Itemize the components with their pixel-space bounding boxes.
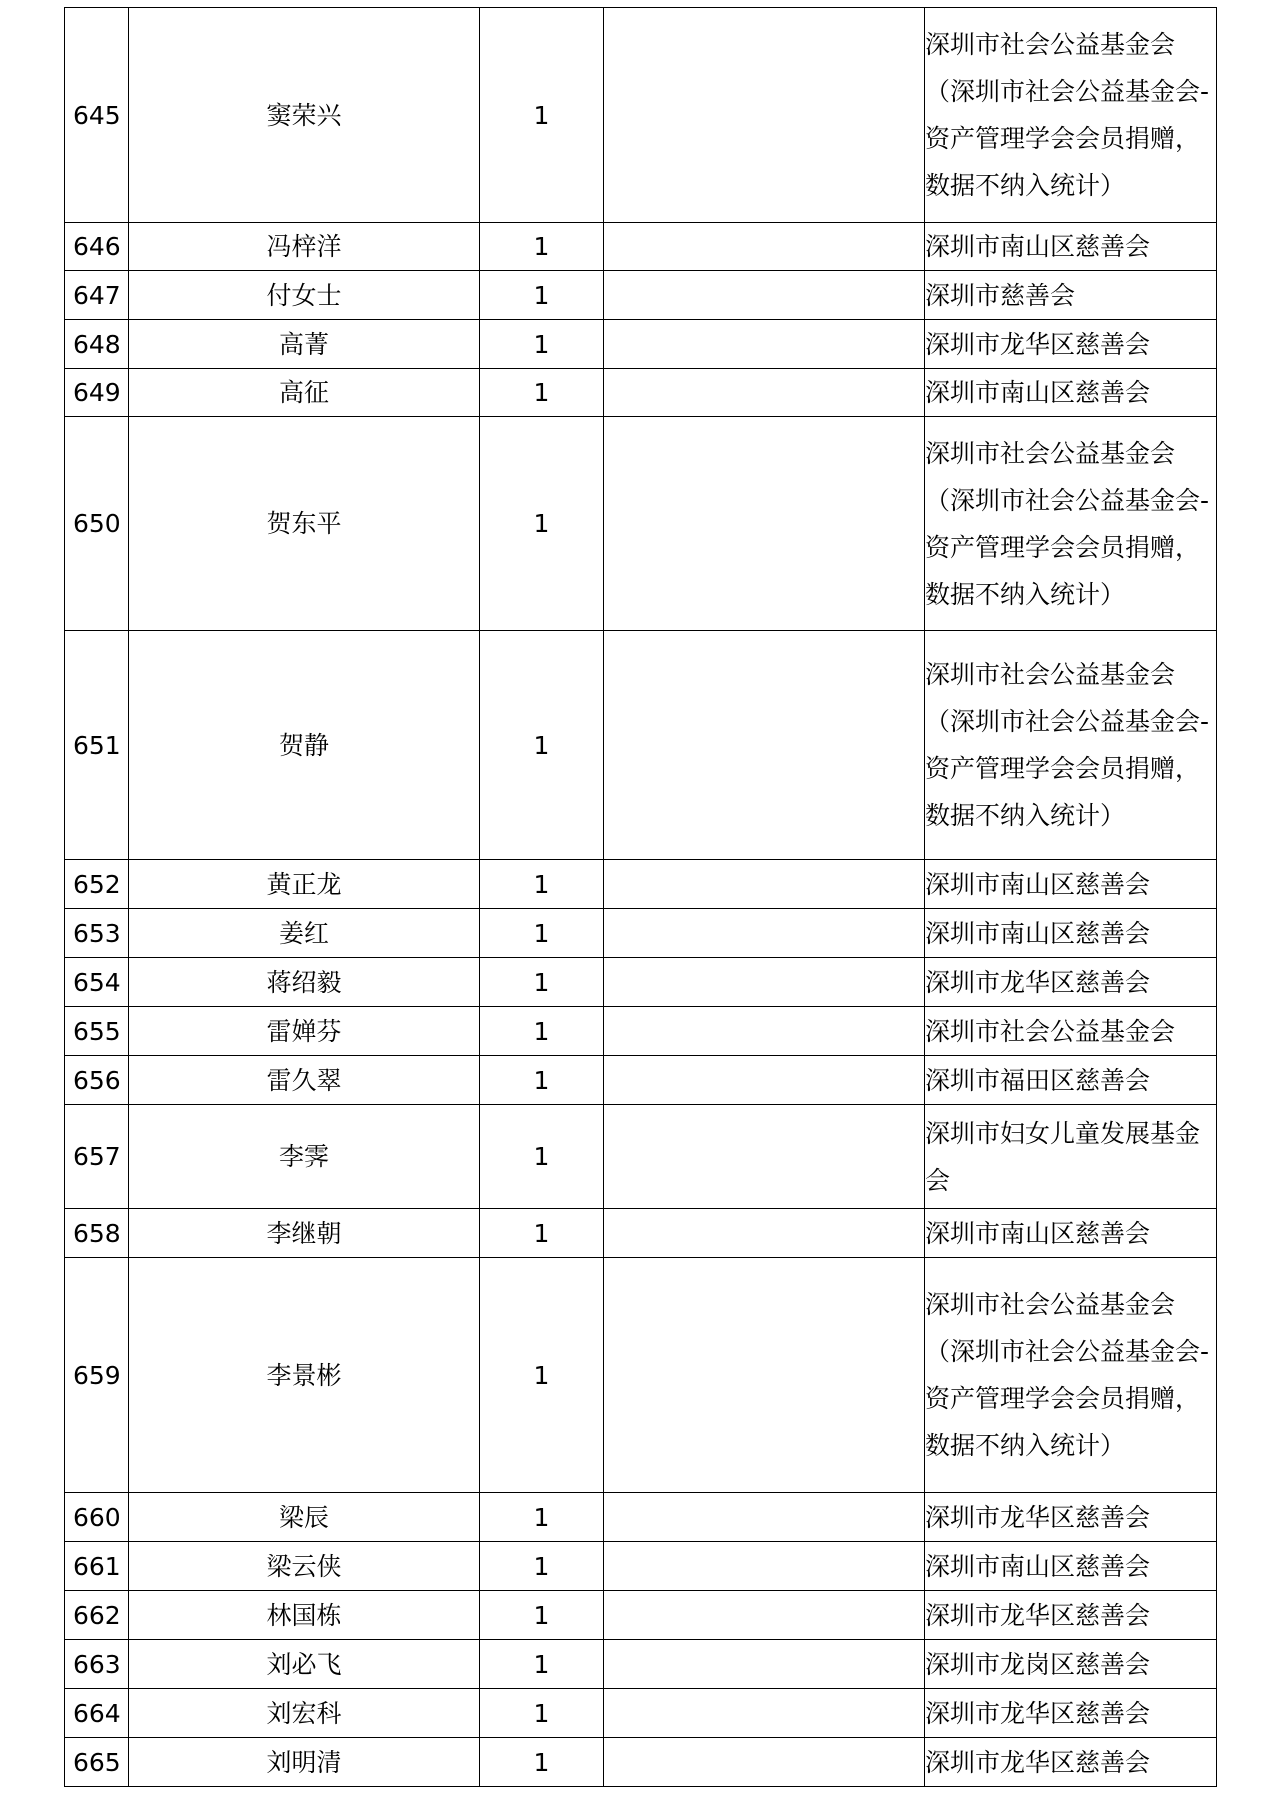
table-row <box>65 417 1217 631</box>
row-number: 646 <box>73 232 121 261</box>
blank-cell-cell <box>604 223 925 271</box>
donor-name-cell <box>129 1738 480 1787</box>
row-number: 665 <box>73 1747 121 1777</box>
organization-cell <box>925 1640 1217 1689</box>
row-number: 653 <box>73 918 121 948</box>
row-number-cell <box>65 417 129 631</box>
donor-name: 李景彬 <box>266 1360 342 1390</box>
donor-name-cell <box>129 958 480 1007</box>
organization: 深圳市龙华区慈善会 <box>925 1698 1151 1728</box>
donation-count: 1 <box>533 869 550 899</box>
donor-name: 付女士 <box>266 280 342 310</box>
row-number: 664 <box>73 1698 121 1728</box>
table-row <box>65 958 1217 1007</box>
donation-count: 1 <box>533 730 550 760</box>
donation-count-cell <box>480 860 604 909</box>
row-number: 661 <box>73 1551 121 1581</box>
donor-name: 高菁 <box>278 329 329 359</box>
donation-count: 1 <box>533 378 550 407</box>
table-row <box>65 1056 1217 1105</box>
donation-count-cell <box>480 320 604 369</box>
row-number: 654 <box>73 967 121 997</box>
table-row <box>65 1209 1217 1258</box>
donor-name-cell <box>129 1542 480 1591</box>
donation-count-cell <box>480 417 604 631</box>
donation-count: 1 <box>533 1218 550 1248</box>
donation-count-cell <box>480 1056 604 1105</box>
organization-cell <box>925 417 1217 631</box>
donation-count: 1 <box>533 100 550 130</box>
donation-count-cell <box>480 1689 604 1738</box>
row-number: 662 <box>73 1600 121 1630</box>
donation-count-cell <box>480 1542 604 1591</box>
donor-name: 梁云侠 <box>266 1551 342 1581</box>
donation-count-cell <box>480 1258 604 1493</box>
blank-cell-cell <box>604 1689 925 1738</box>
blank-cell-cell <box>604 958 925 1007</box>
donor-name-cell <box>129 1105 480 1209</box>
row-number-cell <box>65 369 129 417</box>
table-row <box>65 1493 1217 1542</box>
organization: 深圳市龙华区慈善会 <box>925 967 1151 997</box>
row-number: 650 <box>73 509 121 538</box>
donation-count: 1 <box>533 232 550 261</box>
organization-cell <box>925 223 1217 271</box>
donation-count-cell <box>480 369 604 417</box>
blank-cell-cell <box>604 860 925 909</box>
donation-count: 1 <box>533 967 550 997</box>
organization: 深圳市妇女儿童发展基金会 <box>925 1118 1201 1195</box>
organization: 深圳市社会公益基金会（深圳市社会公益基金会-资产管理学会会员捐赠，数据不纳入统计） <box>925 1290 1210 1460</box>
blank-cell-cell <box>604 631 925 860</box>
organization-cell <box>925 8 1217 223</box>
row-number-cell <box>65 223 129 271</box>
blank-cell-cell <box>604 1007 925 1056</box>
donation-count-cell <box>480 1007 604 1056</box>
organization-cell <box>925 1209 1217 1258</box>
organization-cell <box>925 1542 1217 1591</box>
table-row <box>65 320 1217 369</box>
donor-name-cell <box>129 223 480 271</box>
organization: 深圳市南山区慈善会 <box>925 378 1151 407</box>
donation-count: 1 <box>533 1551 550 1581</box>
donor-name: 贺静 <box>278 730 329 760</box>
row-number-cell <box>65 631 129 860</box>
row-number: 659 <box>73 1360 121 1390</box>
donation-count-cell <box>480 631 604 860</box>
organization-cell <box>925 1105 1217 1209</box>
table-row <box>65 1258 1217 1493</box>
donation-count: 1 <box>533 1502 550 1532</box>
donor-name: 刘明清 <box>266 1747 342 1777</box>
donation-count-cell <box>480 909 604 958</box>
row-number-cell <box>65 1007 129 1056</box>
organization: 深圳市福田区慈善会 <box>925 1065 1151 1095</box>
donor-name: 高征 <box>278 378 329 407</box>
table-row <box>65 860 1217 909</box>
organization: 深圳市龙华区慈善会 <box>925 1600 1151 1630</box>
row-number-cell <box>65 1493 129 1542</box>
table-row <box>65 909 1217 958</box>
blank-cell-cell <box>604 1056 925 1105</box>
organization: 深圳市南山区慈善会 <box>925 1551 1151 1581</box>
row-number: 652 <box>73 869 121 899</box>
blank-cell-cell <box>604 320 925 369</box>
organization-cell <box>925 958 1217 1007</box>
row-number-cell <box>65 1738 129 1787</box>
organization: 深圳市南山区慈善会 <box>925 232 1151 261</box>
donor-name-cell <box>129 631 480 860</box>
table-row <box>65 1640 1217 1689</box>
blank-cell-cell <box>604 1640 925 1689</box>
row-number-cell <box>65 1542 129 1591</box>
blank-cell-cell <box>604 1591 925 1640</box>
blank-cell-cell <box>604 369 925 417</box>
donor-name: 雷婵芬 <box>266 1016 342 1046</box>
donation-count: 1 <box>533 1600 550 1630</box>
organization-cell <box>925 1689 1217 1738</box>
donation-count: 1 <box>533 1065 550 1095</box>
row-number: 649 <box>73 378 121 407</box>
organization-cell <box>925 1258 1217 1493</box>
donor-name-cell <box>129 1209 480 1258</box>
donation-count: 1 <box>533 1142 550 1171</box>
organization-cell <box>925 1007 1217 1056</box>
row-number-cell <box>65 1056 129 1105</box>
donor-name: 李继朝 <box>266 1218 342 1248</box>
donor-name-cell <box>129 1056 480 1105</box>
organization: 深圳市龙华区慈善会 <box>925 329 1151 359</box>
donation-count-cell <box>480 1640 604 1689</box>
organization: 深圳市龙华区慈善会 <box>925 1747 1151 1777</box>
donation-count: 1 <box>533 509 550 538</box>
donor-name-cell <box>129 271 480 320</box>
organization: 深圳市南山区慈善会 <box>925 869 1151 899</box>
donation-count: 1 <box>533 1649 550 1679</box>
donor-name-cell <box>129 1258 480 1493</box>
row-number: 651 <box>73 730 121 760</box>
row-number-cell <box>65 1591 129 1640</box>
organization: 深圳市社会公益基金会（深圳市社会公益基金会-资产管理学会会员捐赠，数据不纳入统计） <box>925 30 1210 200</box>
donor-name: 李霁 <box>278 1142 329 1171</box>
row-number-cell <box>65 958 129 1007</box>
donation-count: 1 <box>533 1747 550 1777</box>
table-row <box>65 271 1217 320</box>
donor-table <box>64 7 1217 1787</box>
organization-cell <box>925 631 1217 860</box>
blank-cell-cell <box>604 1209 925 1258</box>
donor-name: 贺东平 <box>266 509 342 538</box>
blank-cell-cell <box>604 8 925 223</box>
donor-name-cell <box>129 909 480 958</box>
row-number-cell <box>65 1209 129 1258</box>
table-row <box>65 1542 1217 1591</box>
row-number: 645 <box>73 100 121 130</box>
row-number-cell <box>65 271 129 320</box>
donation-count: 1 <box>533 1360 550 1390</box>
organization-cell <box>925 271 1217 320</box>
organization-cell <box>925 320 1217 369</box>
blank-cell-cell <box>604 1542 925 1591</box>
row-number-cell <box>65 8 129 223</box>
row-number: 657 <box>73 1142 121 1171</box>
donor-name: 林国栋 <box>266 1600 342 1630</box>
donor-name: 蒋绍毅 <box>266 967 342 997</box>
donor-name-cell <box>129 8 480 223</box>
row-number-cell <box>65 909 129 958</box>
organization-cell <box>925 369 1217 417</box>
organization-cell <box>925 860 1217 909</box>
organization-cell <box>925 1493 1217 1542</box>
table-row <box>65 631 1217 860</box>
row-number-cell <box>65 1640 129 1689</box>
table-row <box>65 8 1217 223</box>
donation-count-cell <box>480 1591 604 1640</box>
table-row <box>65 369 1217 417</box>
row-number: 648 <box>73 329 121 359</box>
row-number: 658 <box>73 1218 121 1248</box>
donation-count: 1 <box>533 1016 550 1046</box>
blank-cell-cell <box>604 1738 925 1787</box>
donation-count-cell <box>480 271 604 320</box>
organization: 深圳市社会公益基金会 <box>925 1016 1176 1046</box>
blank-cell-cell <box>604 1105 925 1209</box>
donation-count-cell <box>480 958 604 1007</box>
donor-name-cell <box>129 1640 480 1689</box>
donor-name: 黄正龙 <box>266 869 342 899</box>
row-number: 663 <box>73 1649 121 1679</box>
row-number: 655 <box>73 1016 121 1046</box>
donor-name: 刘宏科 <box>266 1698 342 1728</box>
row-number-cell <box>65 1258 129 1493</box>
organization-cell <box>925 1056 1217 1105</box>
organization: 深圳市南山区慈善会 <box>925 1218 1151 1248</box>
blank-cell-cell <box>604 1493 925 1542</box>
donation-count-cell <box>480 1738 604 1787</box>
blank-cell-cell <box>604 1258 925 1493</box>
donation-count-cell <box>480 1209 604 1258</box>
row-number: 647 <box>73 280 121 310</box>
table-row <box>65 1105 1217 1209</box>
organization: 深圳市龙华区慈善会 <box>925 1502 1151 1532</box>
donation-count-cell <box>480 223 604 271</box>
donor-name: 雷久翠 <box>266 1065 342 1095</box>
donation-count: 1 <box>533 918 550 948</box>
donor-table-body <box>65 8 1217 1787</box>
organization: 深圳市龙岗区慈善会 <box>925 1649 1151 1679</box>
blank-cell-cell <box>604 271 925 320</box>
table-row <box>65 1007 1217 1056</box>
donation-count-cell <box>480 1493 604 1542</box>
donation-count: 1 <box>533 1698 550 1728</box>
donor-name-cell <box>129 417 480 631</box>
donor-name-cell <box>129 369 480 417</box>
donor-name: 刘必飞 <box>266 1649 342 1679</box>
table-row <box>65 223 1217 271</box>
table-row <box>65 1738 1217 1787</box>
row-number: 660 <box>73 1502 121 1532</box>
donor-name-cell <box>129 1493 480 1542</box>
row-number-cell <box>65 320 129 369</box>
row-number-cell <box>65 1105 129 1209</box>
organization-cell <box>925 1591 1217 1640</box>
donor-name-cell <box>129 1689 480 1738</box>
table-row <box>65 1591 1217 1640</box>
row-number-cell <box>65 860 129 909</box>
organization: 深圳市南山区慈善会 <box>925 918 1151 948</box>
organization: 深圳市社会公益基金会（深圳市社会公益基金会-资产管理学会会员捐赠，数据不纳入统计） <box>925 438 1210 609</box>
donor-name: 姜红 <box>278 918 329 948</box>
donor-name: 冯梓洋 <box>266 232 342 261</box>
donation-count-cell <box>480 1105 604 1209</box>
donor-name: 窦荣兴 <box>266 100 342 130</box>
donation-count: 1 <box>533 280 550 310</box>
organization-cell <box>925 909 1217 958</box>
organization: 深圳市社会公益基金会（深圳市社会公益基金会-资产管理学会会员捐赠，数据不纳入统计） <box>925 660 1210 830</box>
blank-cell-cell <box>604 417 925 631</box>
organization: 深圳市慈善会 <box>925 280 1076 310</box>
donor-name: 梁辰 <box>278 1502 329 1532</box>
donor-name-cell <box>129 860 480 909</box>
donor-name-cell <box>129 320 480 369</box>
donor-name-cell <box>129 1007 480 1056</box>
donor-name-cell <box>129 1591 480 1640</box>
organization-cell <box>925 1738 1217 1787</box>
donation-count: 1 <box>533 329 550 359</box>
table-row <box>65 1689 1217 1738</box>
blank-cell-cell <box>604 909 925 958</box>
donation-count-cell <box>480 8 604 223</box>
row-number-cell <box>65 1689 129 1738</box>
row-number: 656 <box>73 1065 121 1095</box>
